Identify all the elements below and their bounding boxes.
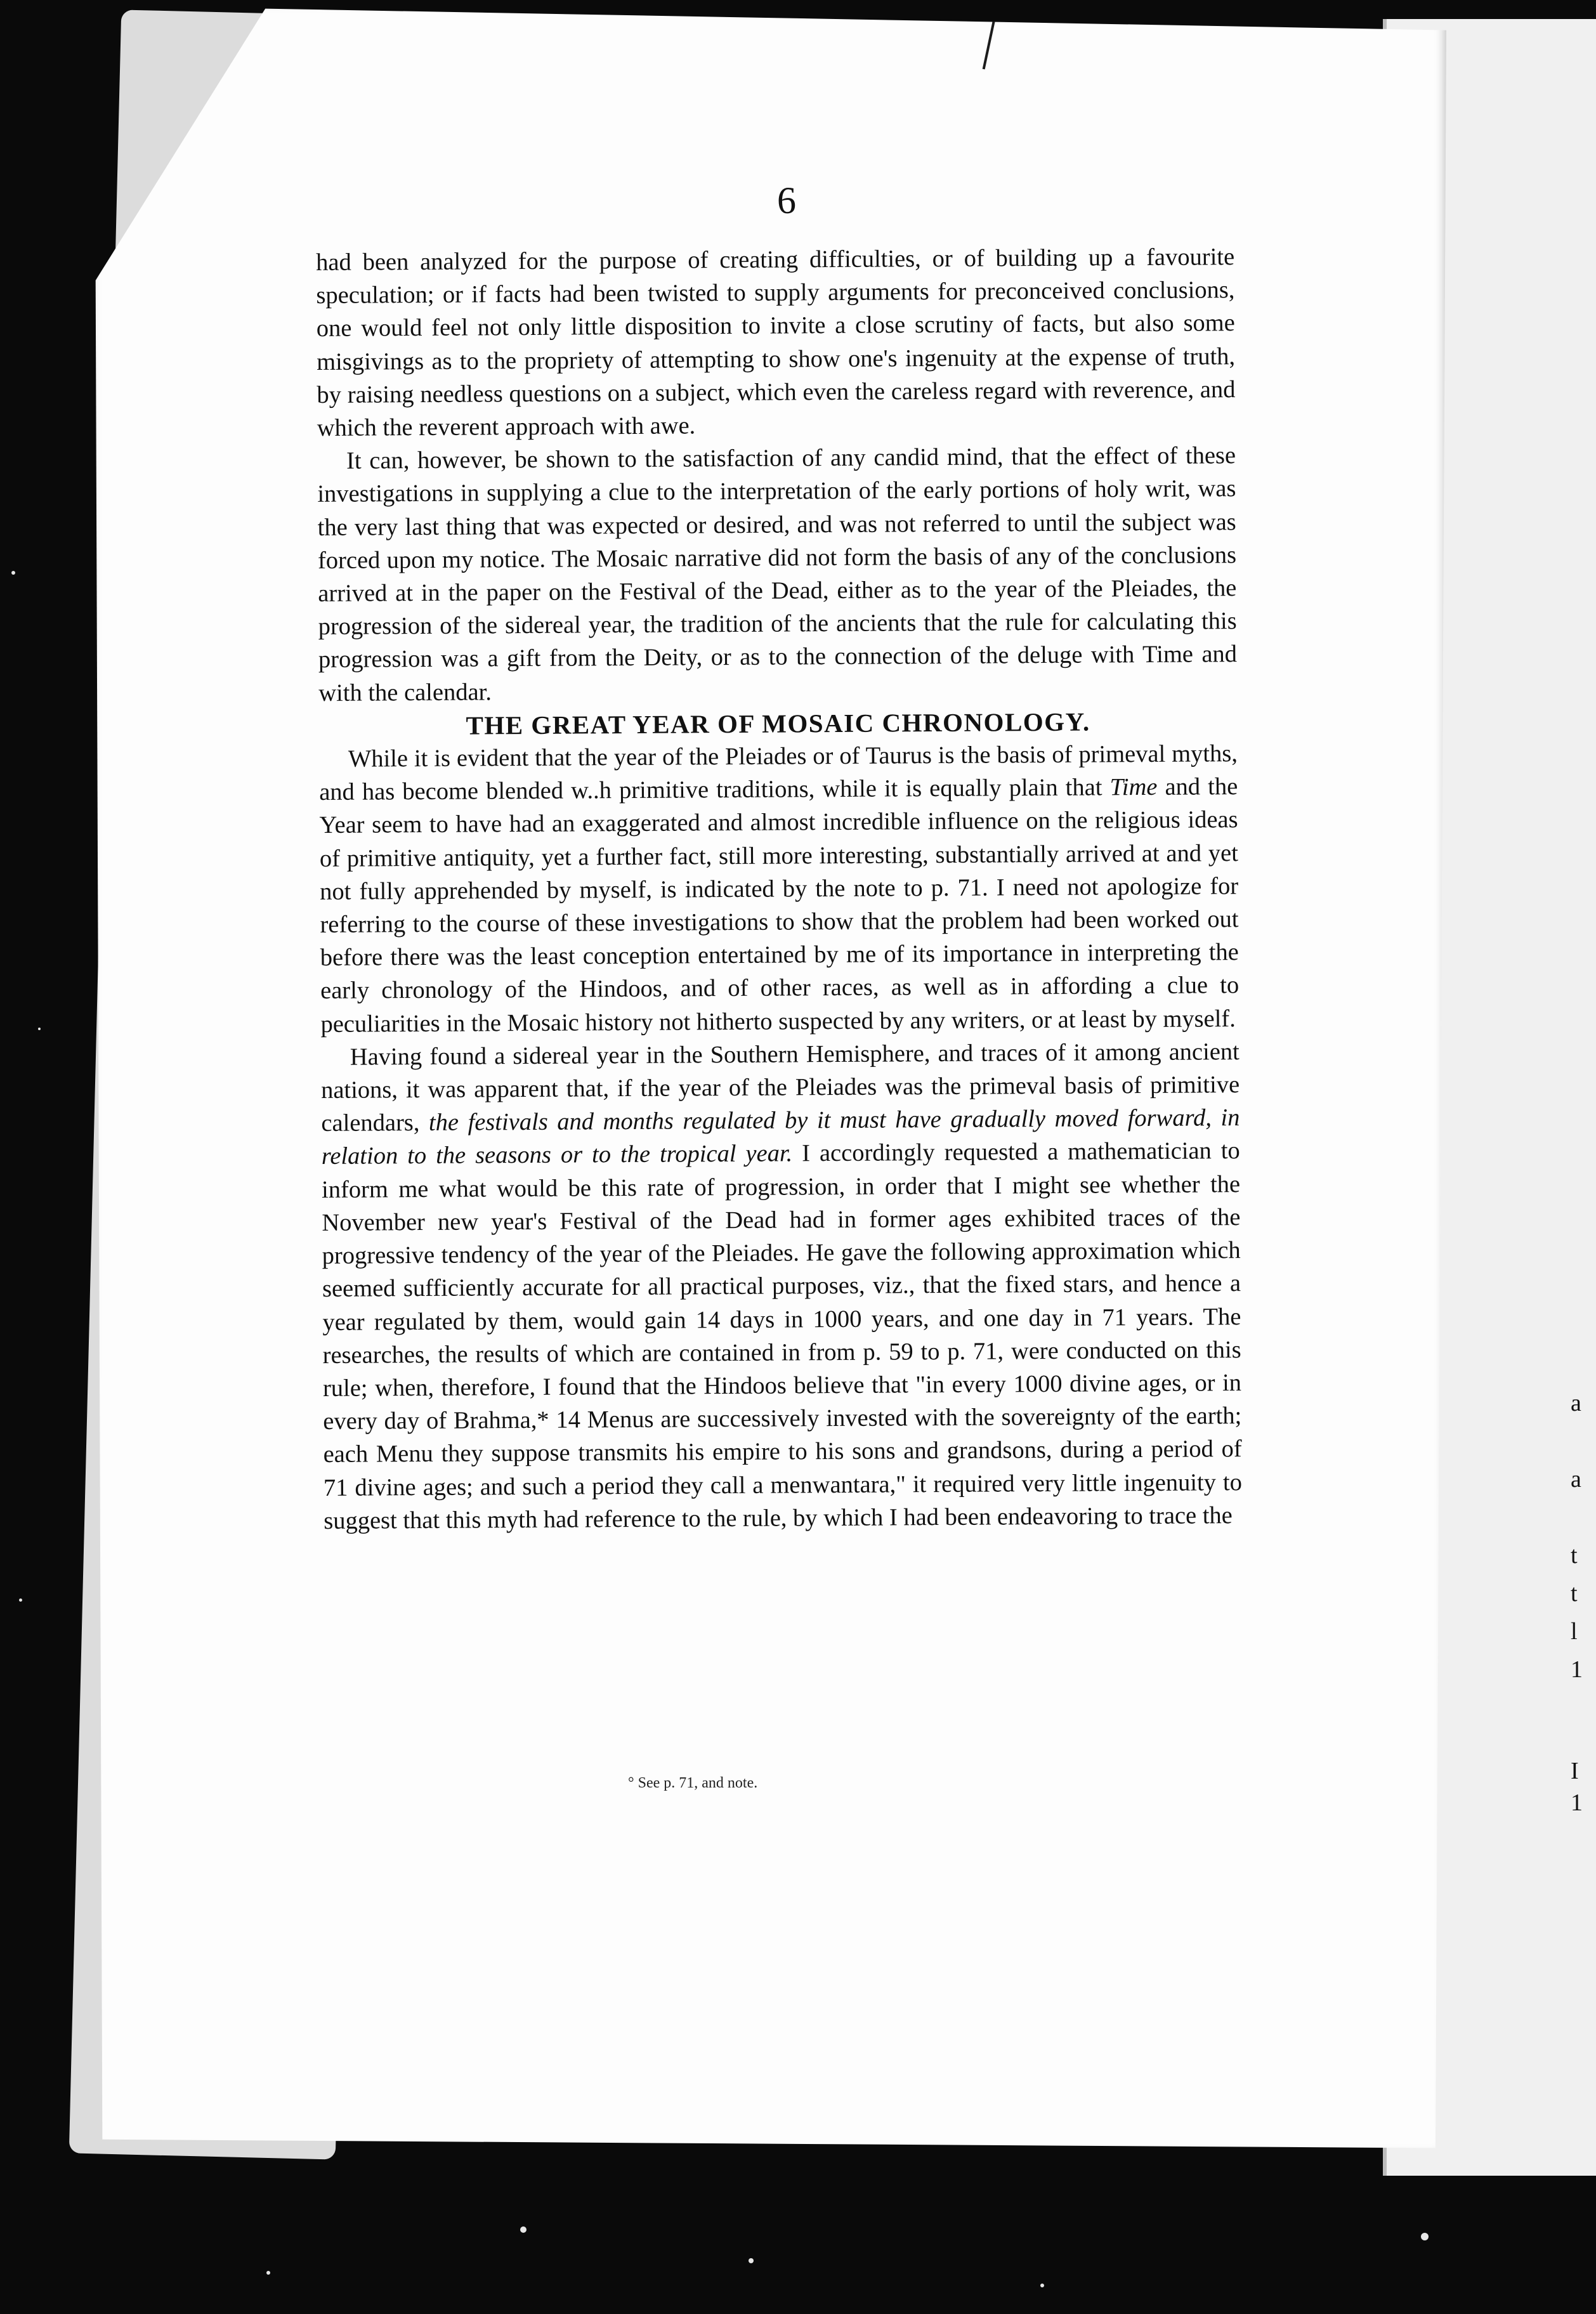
body-text xyxy=(316,240,1242,1538)
text-fragment: l xyxy=(1571,1618,1578,1645)
dust-speck xyxy=(520,2226,527,2233)
text-fragment: a xyxy=(1571,1390,1581,1416)
italic-text: the festivals and months regulated by it must have gradually moved forward, in relation to the seasons or to the tropical year. xyxy=(321,1104,1240,1170)
section-heading: THE GREAT YEAR OF MOSAIC CHRONOLOGY. xyxy=(466,707,1090,740)
dust-speck xyxy=(19,1598,22,1602)
text-run: While it is evident that the year of the Pleiades or of Taurus is the basis of primeval myths, and has become blended w..h primitive traditions, while it is equally plain that xyxy=(319,740,1238,806)
dust-speck xyxy=(1040,2284,1044,2287)
paragraph xyxy=(319,737,1240,1041)
paragraph: had been analyzed for the purpose of creating difficulties, or of building up a favourite speculation; or if facts had been twisted to supply arguments for preconceived conclusions, one would feel not only little disposition to invite a close scrutiny of facts, but also some misgivings as to the propriety of attempting to show one's ingenuity at the expense of truth, by raising needless questions on a subject, which even the careless regard with reverence, and which the reverent approach with awe. xyxy=(316,244,1236,442)
text-fragment: 1 xyxy=(1571,1789,1583,1816)
dust-speck xyxy=(266,2271,270,2275)
paragraph xyxy=(321,1035,1243,1538)
text-fragment: a xyxy=(1571,1466,1581,1493)
text-fragment: t xyxy=(1571,1542,1578,1569)
text-run: Having found a sidereal year in the Southern Hemisphere, and traces of it among ancient nations, it was apparent that, if the year of the Pleiades was the primeval basis of primitive calendars, xyxy=(321,1038,1240,1137)
dust-speck xyxy=(1421,2233,1429,2240)
text-run: and the Year seem to have had an exaggerated and almost incredible influence on the religious ideas of primitive antiquity, yet a further fact, still more interesting, substantially arrived at and yet not fully apprehended by myself, is indicated by the note to p. 71. I need not apologize for referring to the course of these investigations to show that the problem had been worked out before there was the least conception entertained by me of its importance in interpreting the early chronology of the Hindoos, and of other races, as well as in affording a clue to peculiarities in the Mosaic history not hitherto suspected by any writers, or at least by myself. xyxy=(319,773,1240,1038)
text-run: I accordingly requested a mathematician to inform me what would be this rate of progression, in order that I might see whether the November new year's Festival of the Dead had in former ages exhibited traces of the progressive tendency of the year of the Pleiades. He gave the following approximation which seemed sufficiently accurate for all practical purposes, viz., that the fixed stars, and hence a year regulated by them, would gain 14 days in 1000 years, and one day in 71 years. The researches, the results of which are contained in from p. 59 to p. 71, were conducted on this rule; when, therefore, I found that the Hindoos believe that "in every 1000 divine ages, or in every day of Brahma,* 14 Menus are successively invested with the sovereignty of the earth; each Menu they suppose transmits his empire to his sons and grandsons, during a period of 71 divine ages; and such a period they call a menwantara," it required very little ingenuity to suggest that this myth had reference to the rule, by which I had been endeavoring to trace the xyxy=(321,1137,1243,1534)
dust-speck xyxy=(38,1028,41,1030)
footnote: ° See p. 71, and note. xyxy=(628,1775,758,1791)
text-fragment: I xyxy=(1571,1758,1579,1784)
dust-speck xyxy=(749,2258,754,2263)
text-fragment: 1 xyxy=(1571,1656,1583,1683)
text-fragment: t xyxy=(1571,1580,1578,1607)
dust-speck xyxy=(11,571,15,575)
page-number: 6 xyxy=(777,180,796,221)
italic-text: Time xyxy=(1109,774,1158,801)
paragraph: It can, however, be shown to the satisfaction of any candid mind, that the effect of these investigations in supplying a clue to the interpretation of the early portions of holy writ, was the very last thing that was expected or desired, and was not referred to until the subject was forced upon my notice. The Mosaic narrative did not form the basis of any of the conclusions arrived at in the paper on the Festival of the Dead, either as to the year of the Pleiades, the progression of the sidereal year, the tradition of the ancients that the rule for calculating this progression was a gift from the Deity, or as to the connection of the deluge with Time and with the calendar. xyxy=(317,442,1238,707)
